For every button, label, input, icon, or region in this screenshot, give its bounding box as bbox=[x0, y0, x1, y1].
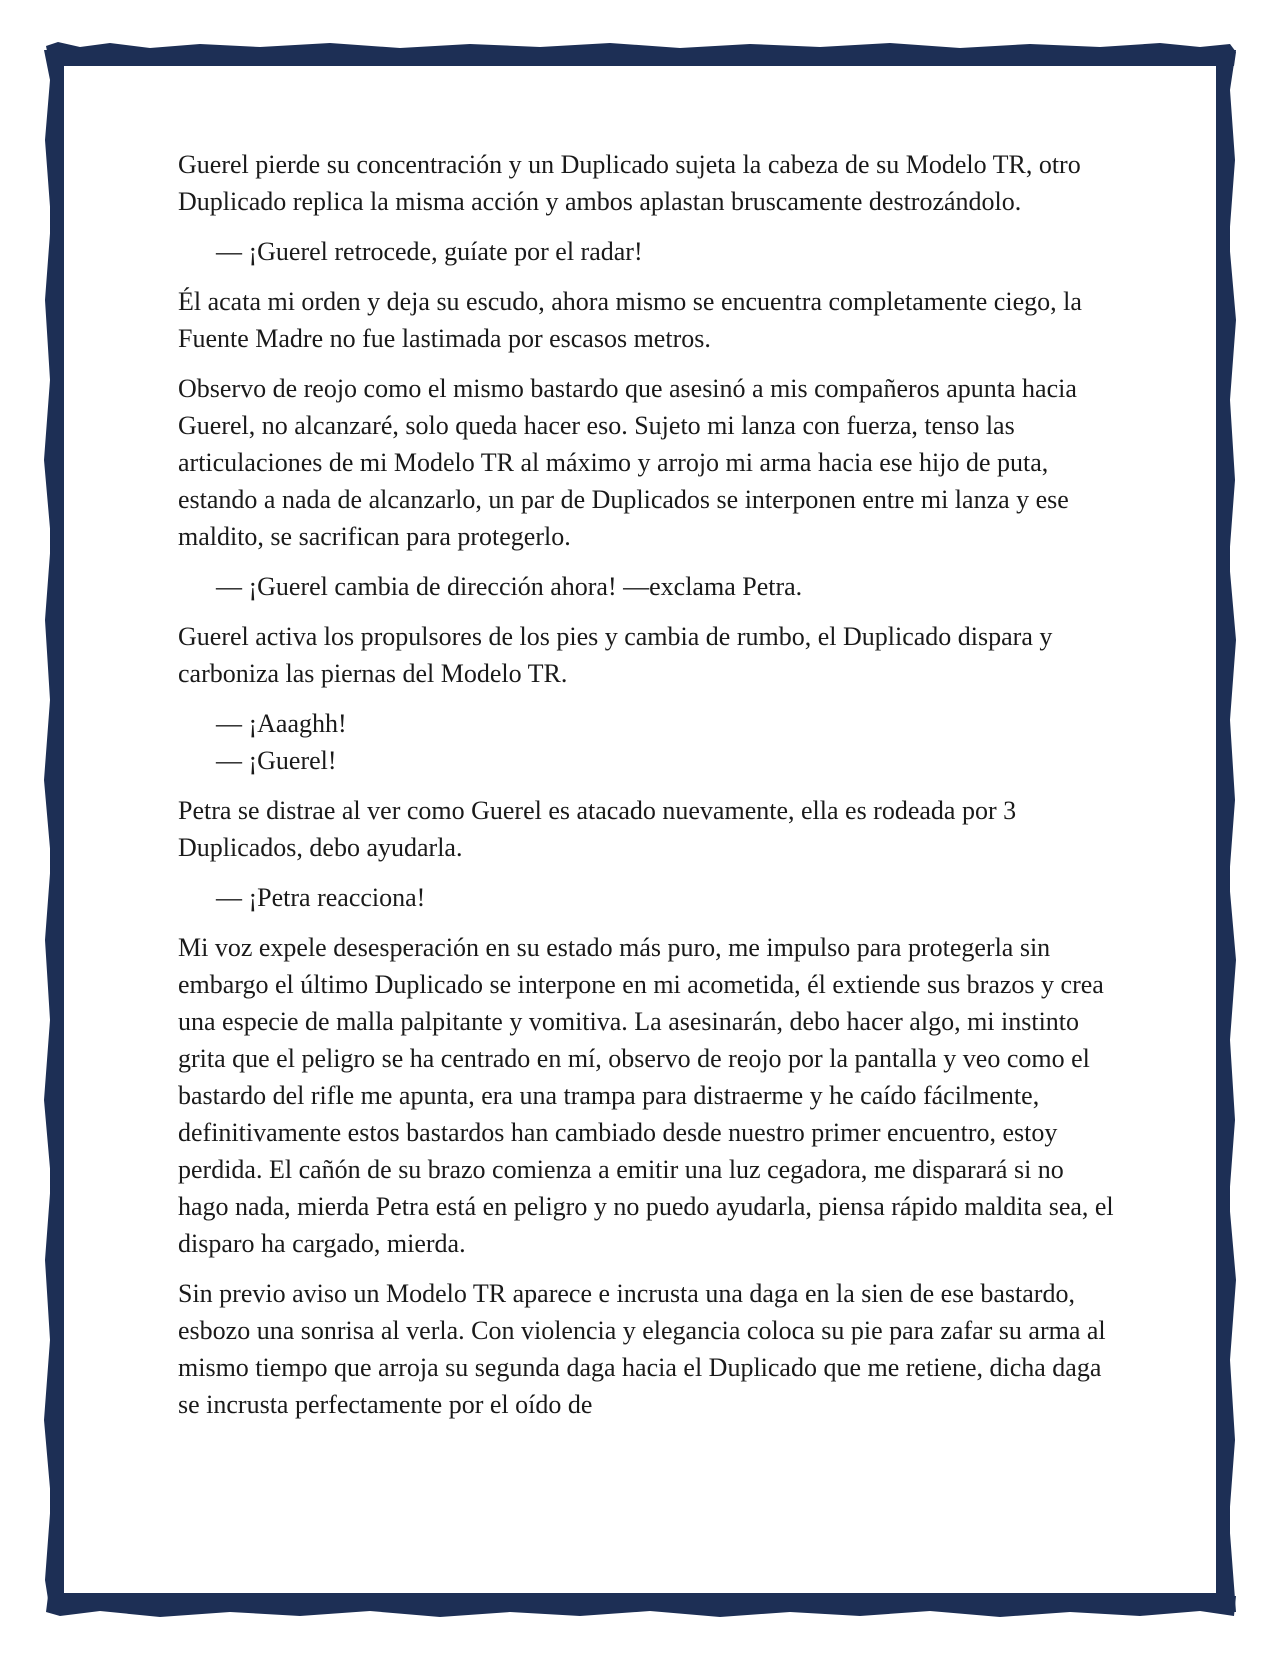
dialog-line: — ¡Aaaghh! bbox=[216, 709, 347, 738]
dialog-line: — ¡Guerel cambia de dirección ahora! —exclama Petra. bbox=[216, 572, 803, 601]
paragraph: Sin previo aviso un Modelo TR aparece e incrusta una daga en la sien de ese bastardo, esbozo una sonrisa al verla. Con violencia y elegancia coloca su pie para zafar su arma al mismo tiempo que arroja su segunda daga hacia el Duplicado que me retiene, dicha daga se incrusta perfectamente por el oído de bbox=[178, 1279, 1106, 1419]
dialog-line: — ¡Guerel! bbox=[216, 746, 337, 775]
paragraph: Guerel activa los propulsores de los pies y cambia de rumbo, el Duplicado dispara y carboniza las piernas del Modelo TR. bbox=[178, 622, 1053, 688]
paragraph: Petra se distrae al ver como Guerel es atacado nuevamente, ella es rodeada por 3 Duplicados, debo ayudarla. bbox=[178, 796, 1017, 862]
document-body bbox=[178, 146, 1120, 1436]
paragraph: Él acata mi orden y deja su escudo, ahora mismo se encuentra completamente ciego, la Fuente Madre no fue lastimada por escasos metros. bbox=[178, 287, 1082, 353]
dialog-line: — ¡Petra reacciona! bbox=[216, 883, 426, 912]
paragraph: Observo de reojo como el mismo bastardo que asesinó a mis compañeros apunta hacia Guerel, no alcanzaré, solo queda hacer eso. Sujeto mi lanza con fuerza, tenso las articulaciones de mi Modelo TR al máximo y arrojo mi arma hacia ese hijo de puta, estando a nada de alcanzarlo, un par de Duplicados se interponen entre mi lanza y ese maldito, se sacrifican para protegerlo. bbox=[178, 374, 1077, 551]
dialog-line: — ¡Guerel retrocede, guíate por el radar! bbox=[216, 237, 643, 266]
paragraph: Mi voz expele desesperación en su estado más puro, me impulso para protegerla sin embargo el último Duplicado se interpone en mi acometida, él extiende sus brazos y crea una especie de malla palpitante y vomitiva. La asesinarán, debo hacer algo, mi instinto grita que el peligro se ha centrado en mí, observo de reojo por la pantalla y veo como el bastardo del rifle me apunta, era una trampa para distraerme y he caído fácilmente, definitivamente estos bastardos han cambiado desde nuestro primer encuentro, estoy perdida. El cañón de su brazo comienza a emitir una luz cegadora, me disparará si no hago nada, mierda Petra está en peligro y no puedo ayudarla, piensa rápido maldita sea, el disparo ha cargado, mierda. bbox=[178, 933, 1114, 1258]
paragraph: Guerel pierde su concentración y un Duplicado sujeta la cabeza de su Modelo TR, otro Duplicado replica la misma acción y ambos aplastan bruscamente destrozándolo. bbox=[178, 150, 1081, 216]
